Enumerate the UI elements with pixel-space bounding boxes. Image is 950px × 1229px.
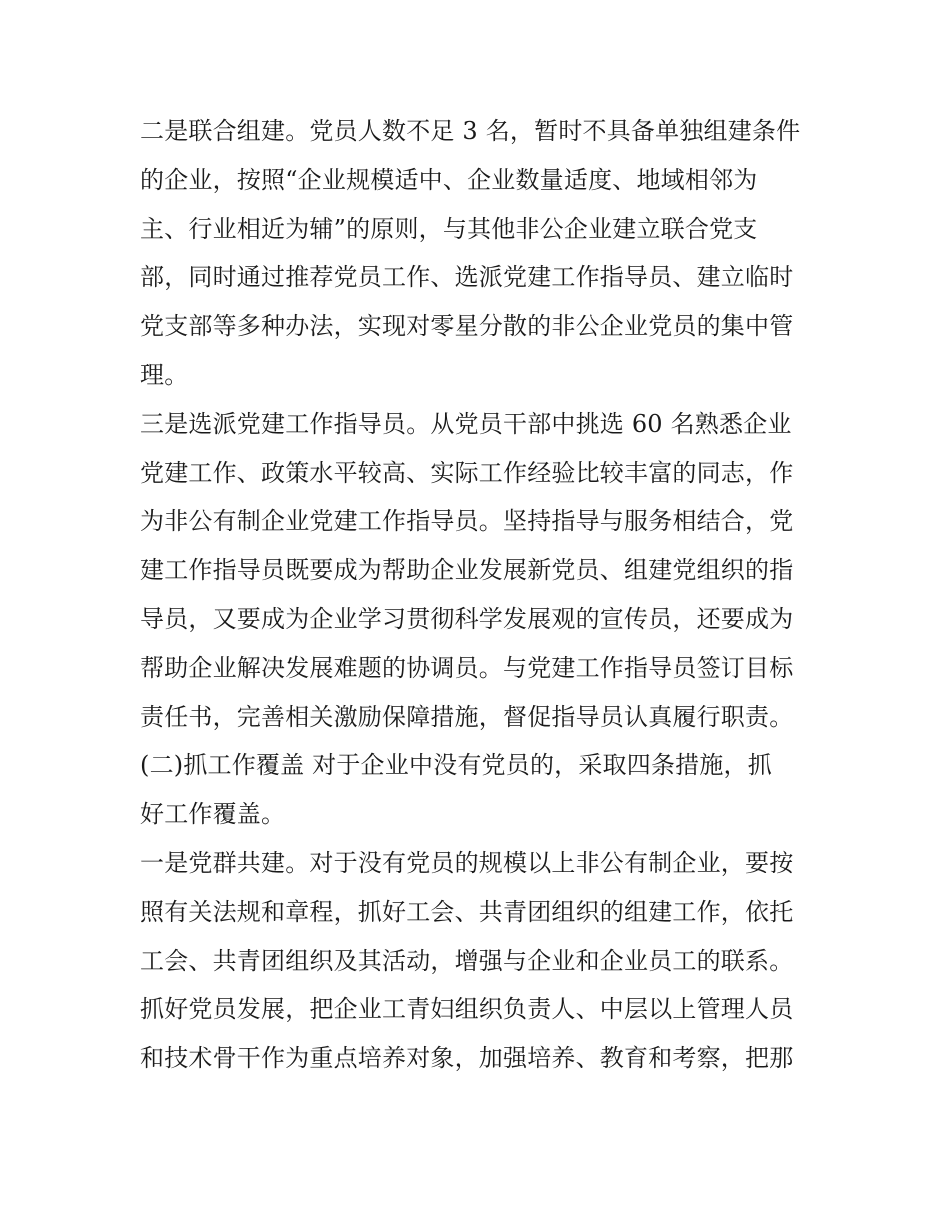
text-line: 导员，又要成为企业学习贯彻科学发展观的宣传员，还要成为 [140, 604, 794, 633]
text-line: 和技术骨干作为重点培养对象，加强培养、教育和考察，把那 [140, 1044, 794, 1073]
text-line: 的企业，按照“企业规模适中、企业数量适度、地域相邻为 [140, 165, 758, 194]
text-line: 帮助企业解决发展难题的协调员。与党建工作指导员签订目标 [140, 653, 794, 682]
text-line: 二是联合组建。党员人数不足 3 名，暂时不具备单独组建条件 [140, 117, 801, 145]
text-line: 三是选派党建工作指导员。从党员干部中挑选 60 名熟悉企业 [140, 409, 792, 438]
text-line: 主、行业相近为辅”的原则，与其他非公企业建立联合党支 [140, 214, 758, 243]
text-line: 工会、共青团组织及其活动，增强与企业和企业员工的联系。 [140, 946, 794, 975]
text-line: 一是党群共建。对于没有党员的规模以上非公有制企业，要按 [140, 848, 794, 877]
text-line: 抓好党员发展，把企业工青妇组织负责人、中层以上管理人员 [140, 995, 794, 1024]
text-line: 照有关法规和章程，抓好工会、共青团组织的组建工作，依托 [140, 897, 794, 926]
text-line: 建工作指导员既要成为帮助企业发展新党员、组建党组织的指 [140, 556, 794, 585]
text-line: (二)抓工作覆盖 对于企业中没有党员的，采取四条措施，抓 [140, 751, 772, 780]
text-line: 理。 [140, 360, 189, 389]
body-text [140, 107, 830, 1083]
text-line: 党建工作、政策水平较高、实际工作经验比较丰富的同志，作 [140, 458, 794, 487]
text-line: 部，同时通过推荐党员工作、选派党建工作指导员、建立临时 [140, 263, 794, 292]
text-line: 责任书，完善相关激励保障措施，督促指导员认真履行职责。 [140, 702, 794, 731]
text-line: 党支部等多种办法，实现对零星分散的非公企业党员的集中管 [140, 312, 794, 341]
text-line: 好工作覆盖。 [140, 800, 286, 829]
text-line: 为非公有制企业党建工作指导员。坚持指导与服务相结合，党 [140, 507, 794, 536]
